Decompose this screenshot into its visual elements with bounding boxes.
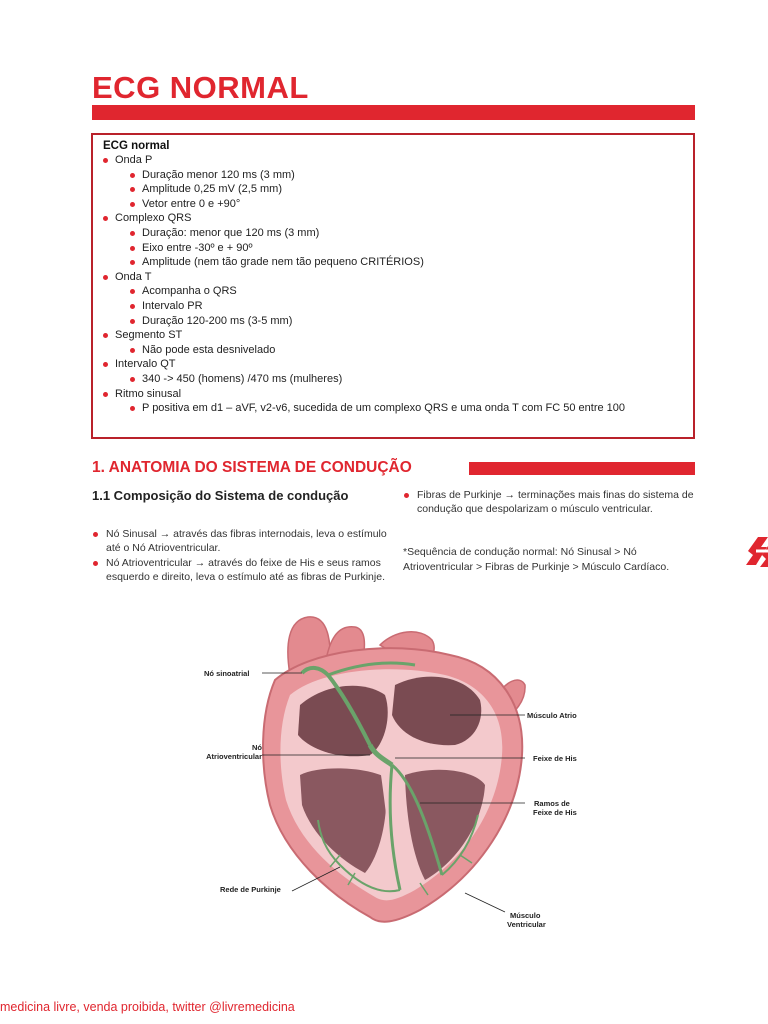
ecg-subcriteria-list <box>115 226 693 270</box>
bullet-icon <box>93 561 98 566</box>
bullet-icon <box>130 173 135 178</box>
section-divider-bar <box>469 462 695 475</box>
ecg-criterion-label: Segmento ST <box>115 329 183 342</box>
ecg-subcriteria-list <box>115 284 693 328</box>
bullet-icon <box>130 348 135 353</box>
ecg-subcriterion <box>128 284 693 299</box>
ecg-criterion <box>103 153 693 211</box>
ecg-subcriterion <box>128 372 693 387</box>
ecg-subcriterion <box>128 197 693 212</box>
label-av-node-line1: Nó <box>252 743 262 752</box>
ecg-criterion <box>103 270 693 328</box>
bullet-icon <box>103 158 108 163</box>
bullet-icon <box>130 231 135 236</box>
ecg-criterion <box>103 357 693 386</box>
section-title: 1. ANATOMIA DO SISTEMA DE CONDUÇÃO <box>92 459 412 476</box>
bullet-icon <box>130 304 135 309</box>
label-bundle-branches-line2: Feixe de His <box>533 808 577 817</box>
ecg-subcriteria-list <box>115 343 693 358</box>
bullet-icon <box>130 260 135 265</box>
ecg-subcriterion <box>128 182 693 197</box>
ecg-subcriterion <box>128 401 693 416</box>
label-his-bundle: Feixe de His <box>533 754 577 763</box>
list-item-text: Fibras de Purkinje → terminações mais finas do sistema de condução que despolarizam o músculo ventricular. <box>417 489 694 516</box>
bullet-icon <box>404 493 409 498</box>
ecg-subcriterion <box>128 255 693 270</box>
ecg-subcriterion <box>128 241 693 256</box>
ecg-subcriterion <box>128 314 693 329</box>
ecg-criterion-label: Complexo QRS <box>115 212 192 225</box>
bullet-icon <box>103 275 108 280</box>
bullet-icon <box>103 333 108 338</box>
ecg-subcriterion-text: Vetor entre 0 e +90° <box>142 197 241 210</box>
label-sinoatrial-node: Nó sinoatrial <box>204 669 250 678</box>
ecg-subcriteria-list <box>115 168 693 212</box>
ecg-subcriterion-text: Duração: menor que 120 ms (3 mm) <box>142 226 320 239</box>
ecg-subcriterion-text: Amplitude 0,25 mV (2,5 mm) <box>142 183 282 196</box>
list-item-text: Nó Sinusal → através das fibras internodais, leva o estímulo até o Nó Atrioventricular. <box>106 528 387 555</box>
page-title: ECG NORMAL <box>92 70 309 105</box>
list-item <box>403 488 703 517</box>
bullet-icon <box>93 532 98 537</box>
ecg-subcriterion-text: Duração 120-200 ms (3-5 mm) <box>142 314 293 327</box>
label-ventricular-muscle-line1: Músculo <box>510 911 541 920</box>
ecg-subcriteria-list <box>115 401 693 416</box>
bullet-icon <box>103 362 108 367</box>
ecg-subcriterion-text: Duração menor 120 ms (3 mm) <box>142 168 295 181</box>
ecg-subcriterion <box>128 226 693 241</box>
brand-logo-icon <box>744 533 768 569</box>
list-item-text: Nó Atrioventricular → através do feixe de His e seus ramos esquerdo e direito, leva o estímulo até as fibras de Purkinje. <box>106 556 385 583</box>
label-atrial-muscle: Músculo Atrio <box>527 711 577 720</box>
ecg-criterion-label: Ritmo sinusal <box>115 387 182 400</box>
footer-notice: medicina livre, venda proibida, twitter @livremedicina <box>0 1000 295 1014</box>
ecg-subcriterion-text: P positiva em d1 – aVF, v2-v6, sucedida de um complexo QRS e uma onda T com FC 50 entre 100 <box>142 402 626 415</box>
ecg-subcriterion <box>128 168 693 183</box>
label-av-node-line2: Atrioventricular <box>206 752 262 761</box>
bullet-icon <box>103 392 108 397</box>
ecg-subcriterion-text: Eixo entre -30º e + 90º <box>142 241 253 254</box>
ecg-subcriterion <box>128 343 693 358</box>
title-divider-bar <box>92 105 695 120</box>
ecg-criterion <box>103 328 693 357</box>
ecg-criterion-label: Onda T <box>115 270 152 283</box>
bullet-icon <box>130 406 135 411</box>
ecg-subcriterion-text: Não pode esta desnivelado <box>142 343 276 356</box>
bullet-icon <box>130 319 135 324</box>
ecg-criterion-label: Onda P <box>115 154 153 166</box>
ecg-criteria-list <box>103 153 693 416</box>
bullet-icon <box>130 377 135 382</box>
ecg-criterion <box>103 211 693 269</box>
bullet-icon <box>130 187 135 192</box>
ecg-normal-box <box>91 133 695 439</box>
list-item <box>92 527 387 556</box>
ecg-subcriterion-text: 340 -> 450 (homens) /470 ms (mulheres) <box>142 372 343 385</box>
ecg-subcriterion <box>128 299 693 314</box>
heart-conduction-figure <box>180 605 600 935</box>
ecg-subcriterion-text: Amplitude (nem tão grade nem tão pequeno CRITÉRIOS) <box>142 256 424 269</box>
list-item <box>92 556 387 585</box>
conduction-left-list <box>92 527 387 584</box>
ecg-criterion <box>103 387 693 416</box>
ecg-box-heading: ECG normal <box>103 140 170 152</box>
ecg-subcriterion-text: Intervalo PR <box>142 299 203 312</box>
bullet-icon <box>130 246 135 251</box>
conduction-sequence-note: *Sequência de condução normal: Nó Sinusal > Nó Atrioventricular > Fibras de Purkinje > Músculo Cardíaco. <box>403 546 670 573</box>
ecg-subcriterion-text: Acompanha o QRS <box>142 285 237 298</box>
label-bundle-branches-line1: Ramos de <box>534 799 570 808</box>
bullet-icon <box>103 216 108 221</box>
conduction-right-list <box>403 488 703 517</box>
ecg-subcriteria-list <box>115 372 693 387</box>
label-ventricular-muscle-line2: Ventricular <box>507 920 546 929</box>
ecg-criterion-label: Intervalo QT <box>115 358 176 371</box>
subsection-title: 1.1 Composição do Sistema de condução <box>92 488 349 503</box>
bullet-icon <box>130 202 135 207</box>
label-purkinje-network: Rede de Purkinje <box>220 885 281 894</box>
bullet-icon <box>130 289 135 294</box>
